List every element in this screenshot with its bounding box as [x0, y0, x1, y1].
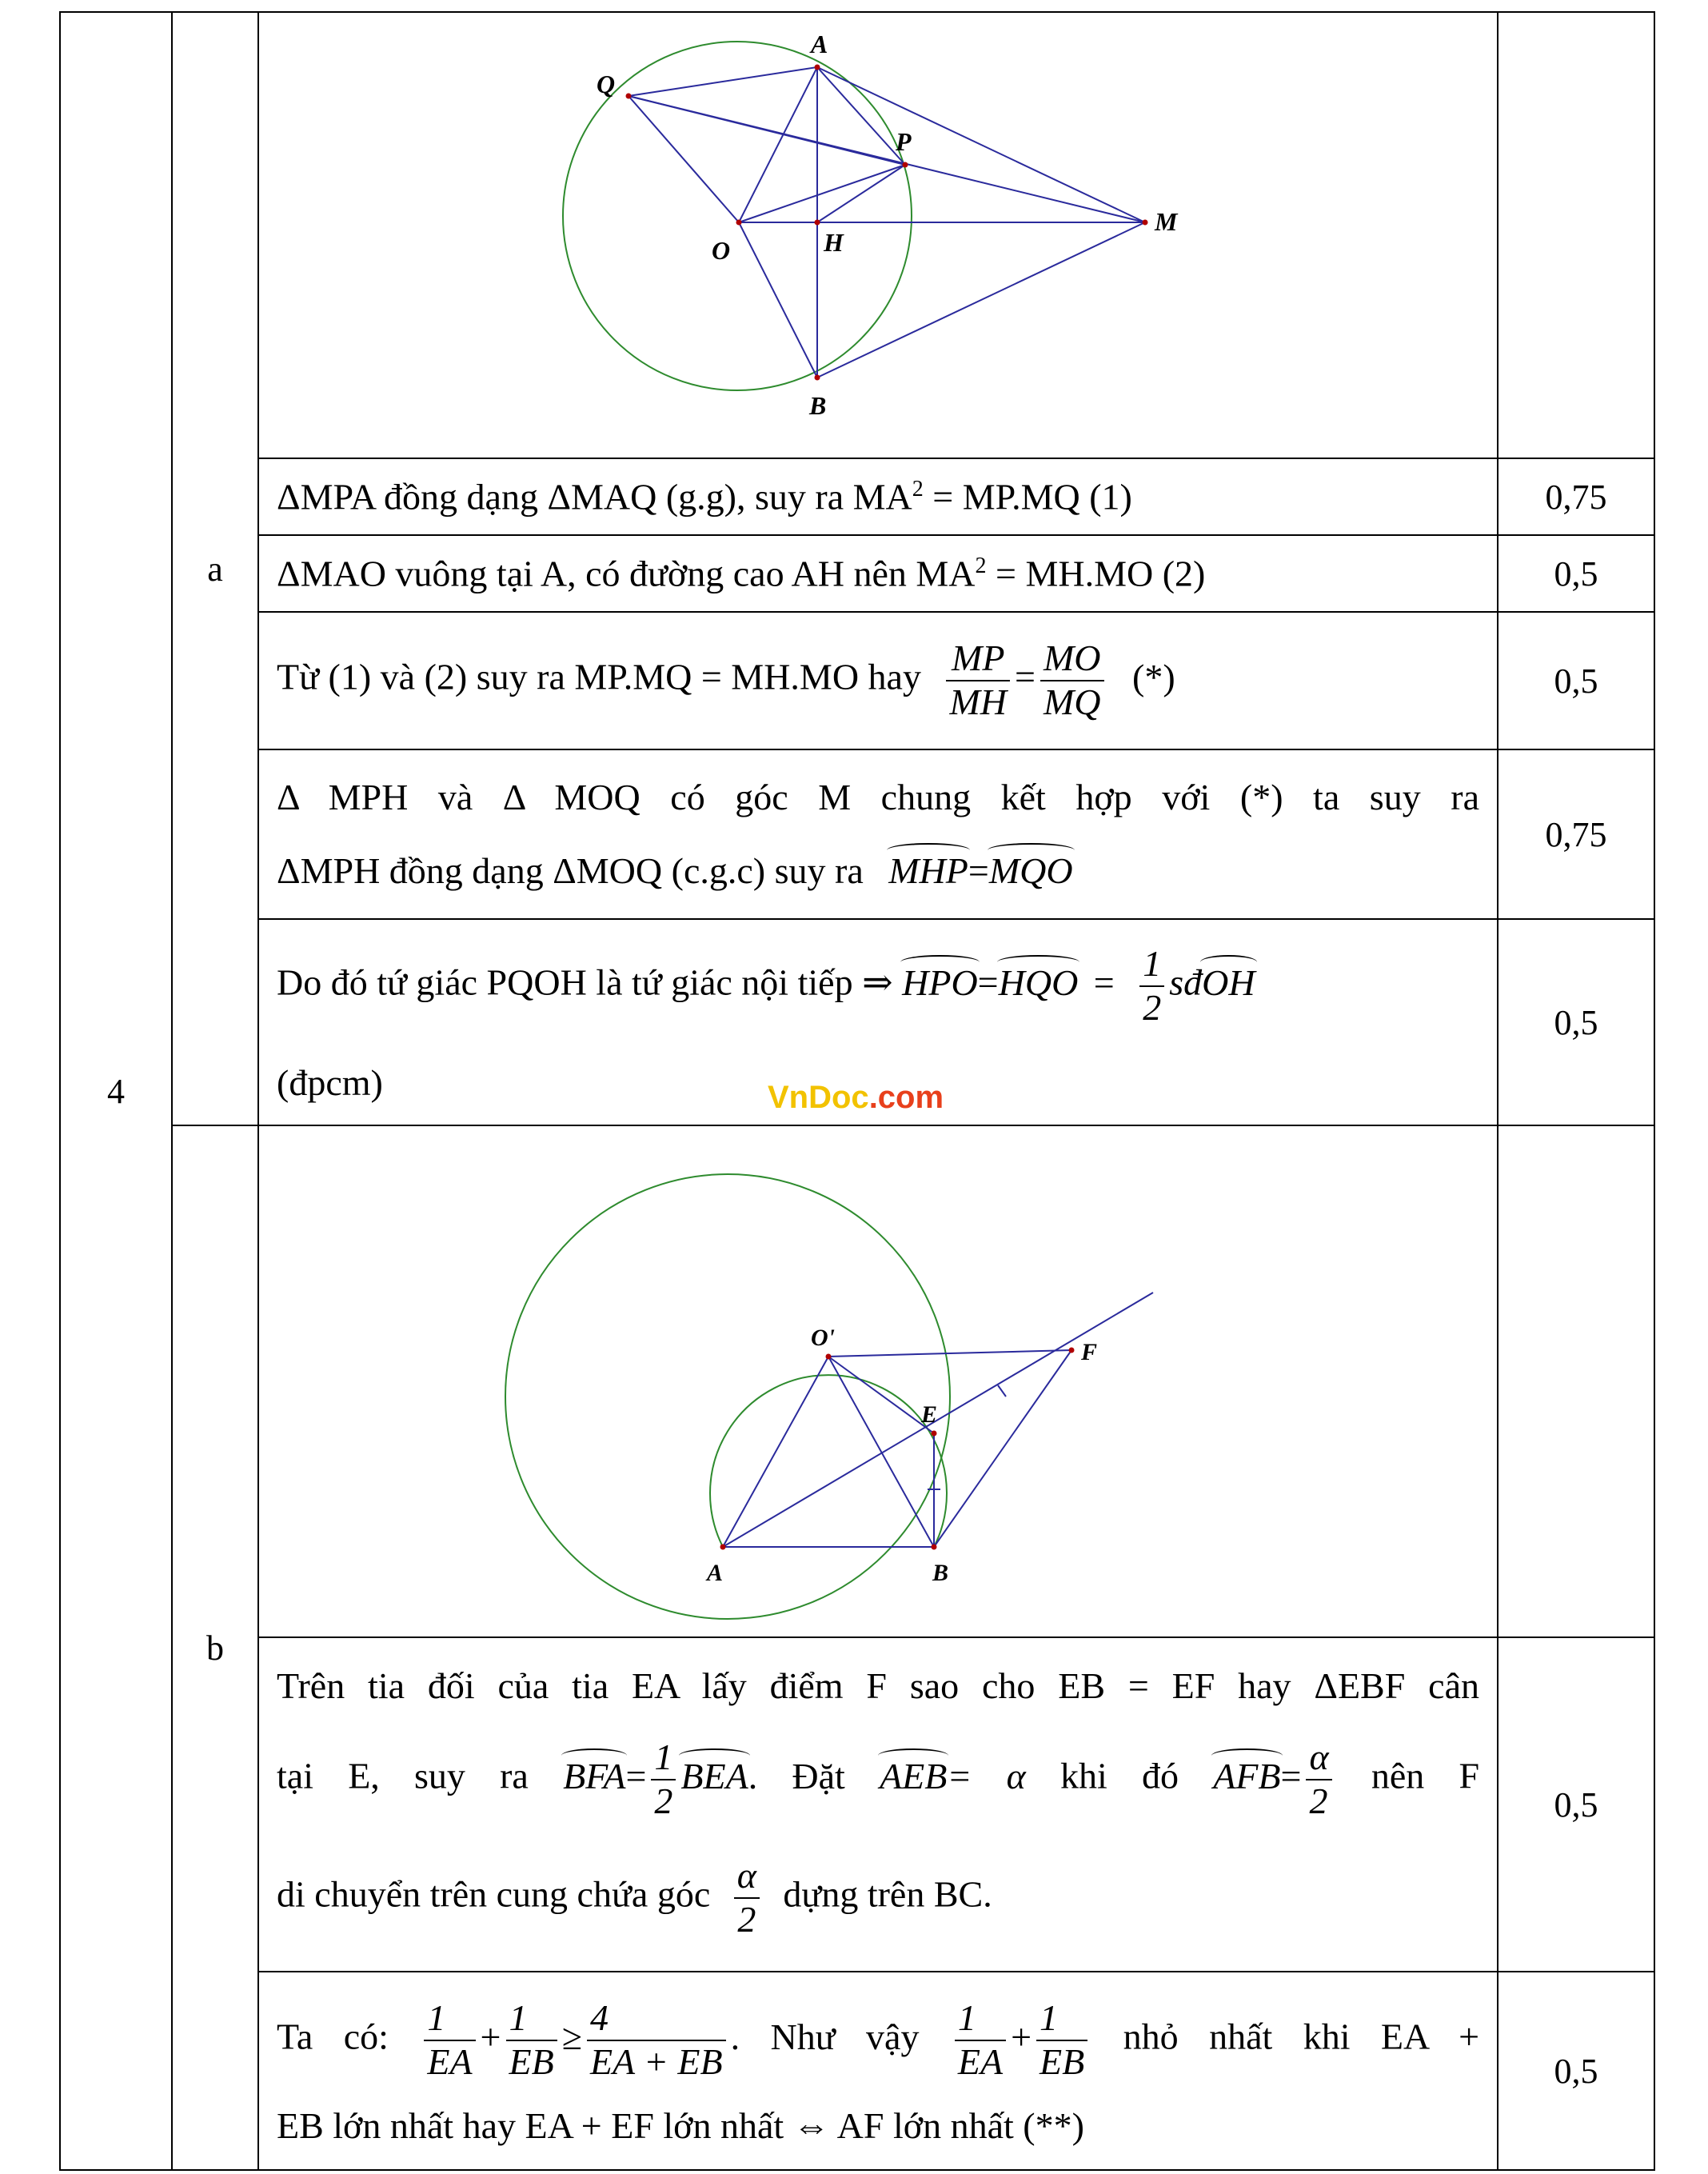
- label-O: O: [712, 236, 731, 265]
- segment-BF: [934, 1350, 1071, 1547]
- tick-EF: [998, 1385, 1006, 1397]
- score-a1: 0,75: [1498, 458, 1654, 535]
- score-empty: [1498, 12, 1654, 458]
- segment-OB: [739, 222, 817, 378]
- segment-QA: [629, 67, 817, 96]
- step-b1: Trên tia đối của tia EA lấy điểm F sao cho EB = EF hay ΔEBF cân tại E, suy ra BFA= $\frac{1}{2}$ BEA. Đặt AEB= α khi đó AFB= $\frac{\alpha}{2}$ nên F di chuyển trên cung chứa góc $\frac{\alpha}{2}$ dựng trên BC.: [258, 1637, 1498, 1972]
- segment-AM: [817, 67, 1145, 222]
- label-A: A: [811, 30, 828, 58]
- line-AF-extended: [723, 1293, 1153, 1547]
- step-a1: ΔMPA đồng dạng ΔMAQ (g.g), suy ra $MA^2 = MP.MQ$ (1): [258, 458, 1498, 535]
- segment-QH: [629, 96, 739, 222]
- score-a5: 0,5: [1498, 919, 1654, 1125]
- score-b2: 0,5: [1498, 1972, 1654, 2170]
- segment-BM: [817, 222, 1145, 378]
- label-Q: Q: [597, 70, 616, 98]
- score-a2: 0,5: [1498, 535, 1654, 612]
- figure-b-cell: [258, 1125, 1498, 1637]
- score-a4: 0,75: [1498, 749, 1654, 919]
- label-B: B: [809, 391, 827, 420]
- figure-a-cell: [258, 12, 1498, 458]
- label-E: E: [921, 1401, 938, 1428]
- geometry-figure-a: [259, 13, 1497, 458]
- segment-QP: [629, 96, 905, 165]
- score-a3: 0,5: [1498, 612, 1654, 749]
- step-a3: Từ (1) và (2) suy ra MP.MQ = MH.MO hay $\frac{MP}{MH}$ = $\frac{MO}{MQ}$ (*): [258, 612, 1498, 749]
- label-P: P: [896, 127, 912, 156]
- score-b1: 0,5: [1498, 1637, 1654, 1972]
- fraction-mo-mq: $\frac{MO}{MQ}$: [1040, 637, 1104, 724]
- geometry-figure-b: [259, 1126, 1497, 1636]
- fraction-mp-mh: $\frac{MP}{MH}$: [946, 637, 1010, 724]
- circle-o: [563, 42, 912, 390]
- label-O-prime: O': [811, 1325, 835, 1351]
- label-A: A: [707, 1560, 724, 1586]
- segment-OF: [828, 1350, 1071, 1357]
- label-M: M: [1155, 207, 1178, 236]
- label-H: H: [824, 228, 844, 257]
- part-label-a: a: [172, 12, 258, 1125]
- segment-HP: [817, 165, 905, 222]
- watermark-logo: VnDoc.com: [768, 1080, 944, 1115]
- segment-AP: [817, 67, 905, 165]
- part-label-b: b: [172, 1125, 258, 2170]
- step-a2: ΔMAO vuông tại A, có đường cao AH nên $MA^2 = MH.MO$ (2): [258, 535, 1498, 612]
- question-number: 4: [60, 12, 172, 2170]
- step-a4: Δ MPH và Δ MOQ có góc M chung kết hợp với (*) ta suy ra ΔMPH đồng dạng ΔMOQ (c.g.c) suy ra MHP=MQO: [258, 749, 1498, 919]
- label-B: B: [932, 1560, 949, 1586]
- step-b2: Ta có: $\frac{1}{EA}$ + $\frac{1}{EB}$ ≥ $\frac{4}{EA + EB}$ . Như vậy $\frac{1}{EA}$ + $\frac{1}{EB}$ nhỏ nhất khi EA + EB lớn nhất hay EA + EF lớn nhất ⇔ AF lớn nhất (**): [258, 1972, 1498, 2170]
- segment-OB: [828, 1357, 934, 1547]
- step-a5: Do đó tứ giác PQOH là tứ giác nội tiếp ⇒ HPO=HQO = $\frac{1}{2}$ sđOH (đpcm): [258, 919, 1498, 1125]
- segment-OE: [828, 1357, 934, 1433]
- score-empty-b: [1498, 1125, 1654, 1637]
- segment-AO: [723, 1357, 828, 1547]
- label-F: F: [1081, 1339, 1098, 1365]
